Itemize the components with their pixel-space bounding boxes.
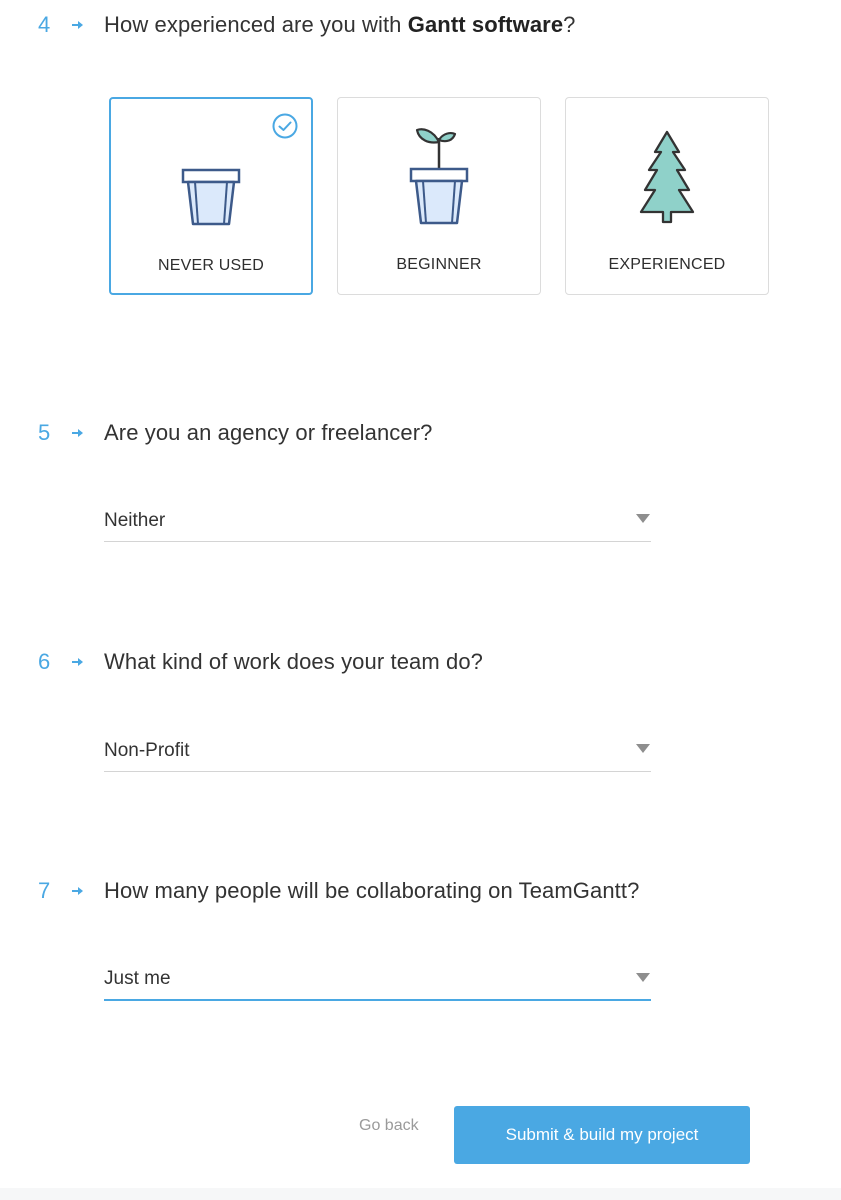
question-number: 6 xyxy=(38,649,51,674)
question-text: How experienced are you with Gantt software? xyxy=(104,12,576,37)
option-beginner[interactable] xyxy=(337,97,541,295)
question-6 xyxy=(38,647,483,677)
option-label: EXPERIENCED xyxy=(608,256,726,273)
question-text: How many people will be collaborating on TeamGantt? xyxy=(104,878,640,903)
question-number: 7 xyxy=(38,878,51,903)
arrow-right-icon xyxy=(60,886,104,896)
question-number: 5 xyxy=(38,420,51,445)
question-text: What kind of work does your team do? xyxy=(104,649,484,674)
selected-value: Neither xyxy=(104,509,166,531)
selected-value: Non-Profit xyxy=(104,739,190,761)
arrow-right-icon xyxy=(60,20,104,30)
option-experienced[interactable] xyxy=(565,97,769,295)
caret-down-icon xyxy=(636,514,650,523)
collaborators-select[interactable] xyxy=(104,955,651,1001)
sprout-pot-icon xyxy=(399,124,479,234)
caret-down-icon xyxy=(636,973,650,982)
check-circle-icon xyxy=(272,113,298,144)
question-4 xyxy=(38,10,576,40)
go-back-link[interactable]: Go back xyxy=(359,1117,419,1134)
arrow-right-icon xyxy=(60,657,104,667)
question-5 xyxy=(38,418,433,448)
footer-strip xyxy=(0,1188,841,1200)
option-label: BEGINNER xyxy=(396,256,482,273)
empty-pot-icon xyxy=(171,125,251,235)
caret-down-icon xyxy=(636,744,650,753)
experience-options xyxy=(109,97,793,295)
agency-select[interactable] xyxy=(104,496,651,542)
pine-tree-icon xyxy=(627,124,707,234)
submit-button[interactable]: Submit & build my project xyxy=(454,1106,750,1164)
option-never-used[interactable] xyxy=(109,97,313,295)
option-label: NEVER USED xyxy=(157,257,265,274)
question-7 xyxy=(38,876,639,906)
question-number: 4 xyxy=(38,12,51,37)
question-text: Are you an agency or freelancer? xyxy=(104,420,433,445)
selected-value: Just me xyxy=(104,968,171,989)
arrow-right-icon xyxy=(60,428,104,438)
work-kind-select[interactable] xyxy=(104,726,651,772)
